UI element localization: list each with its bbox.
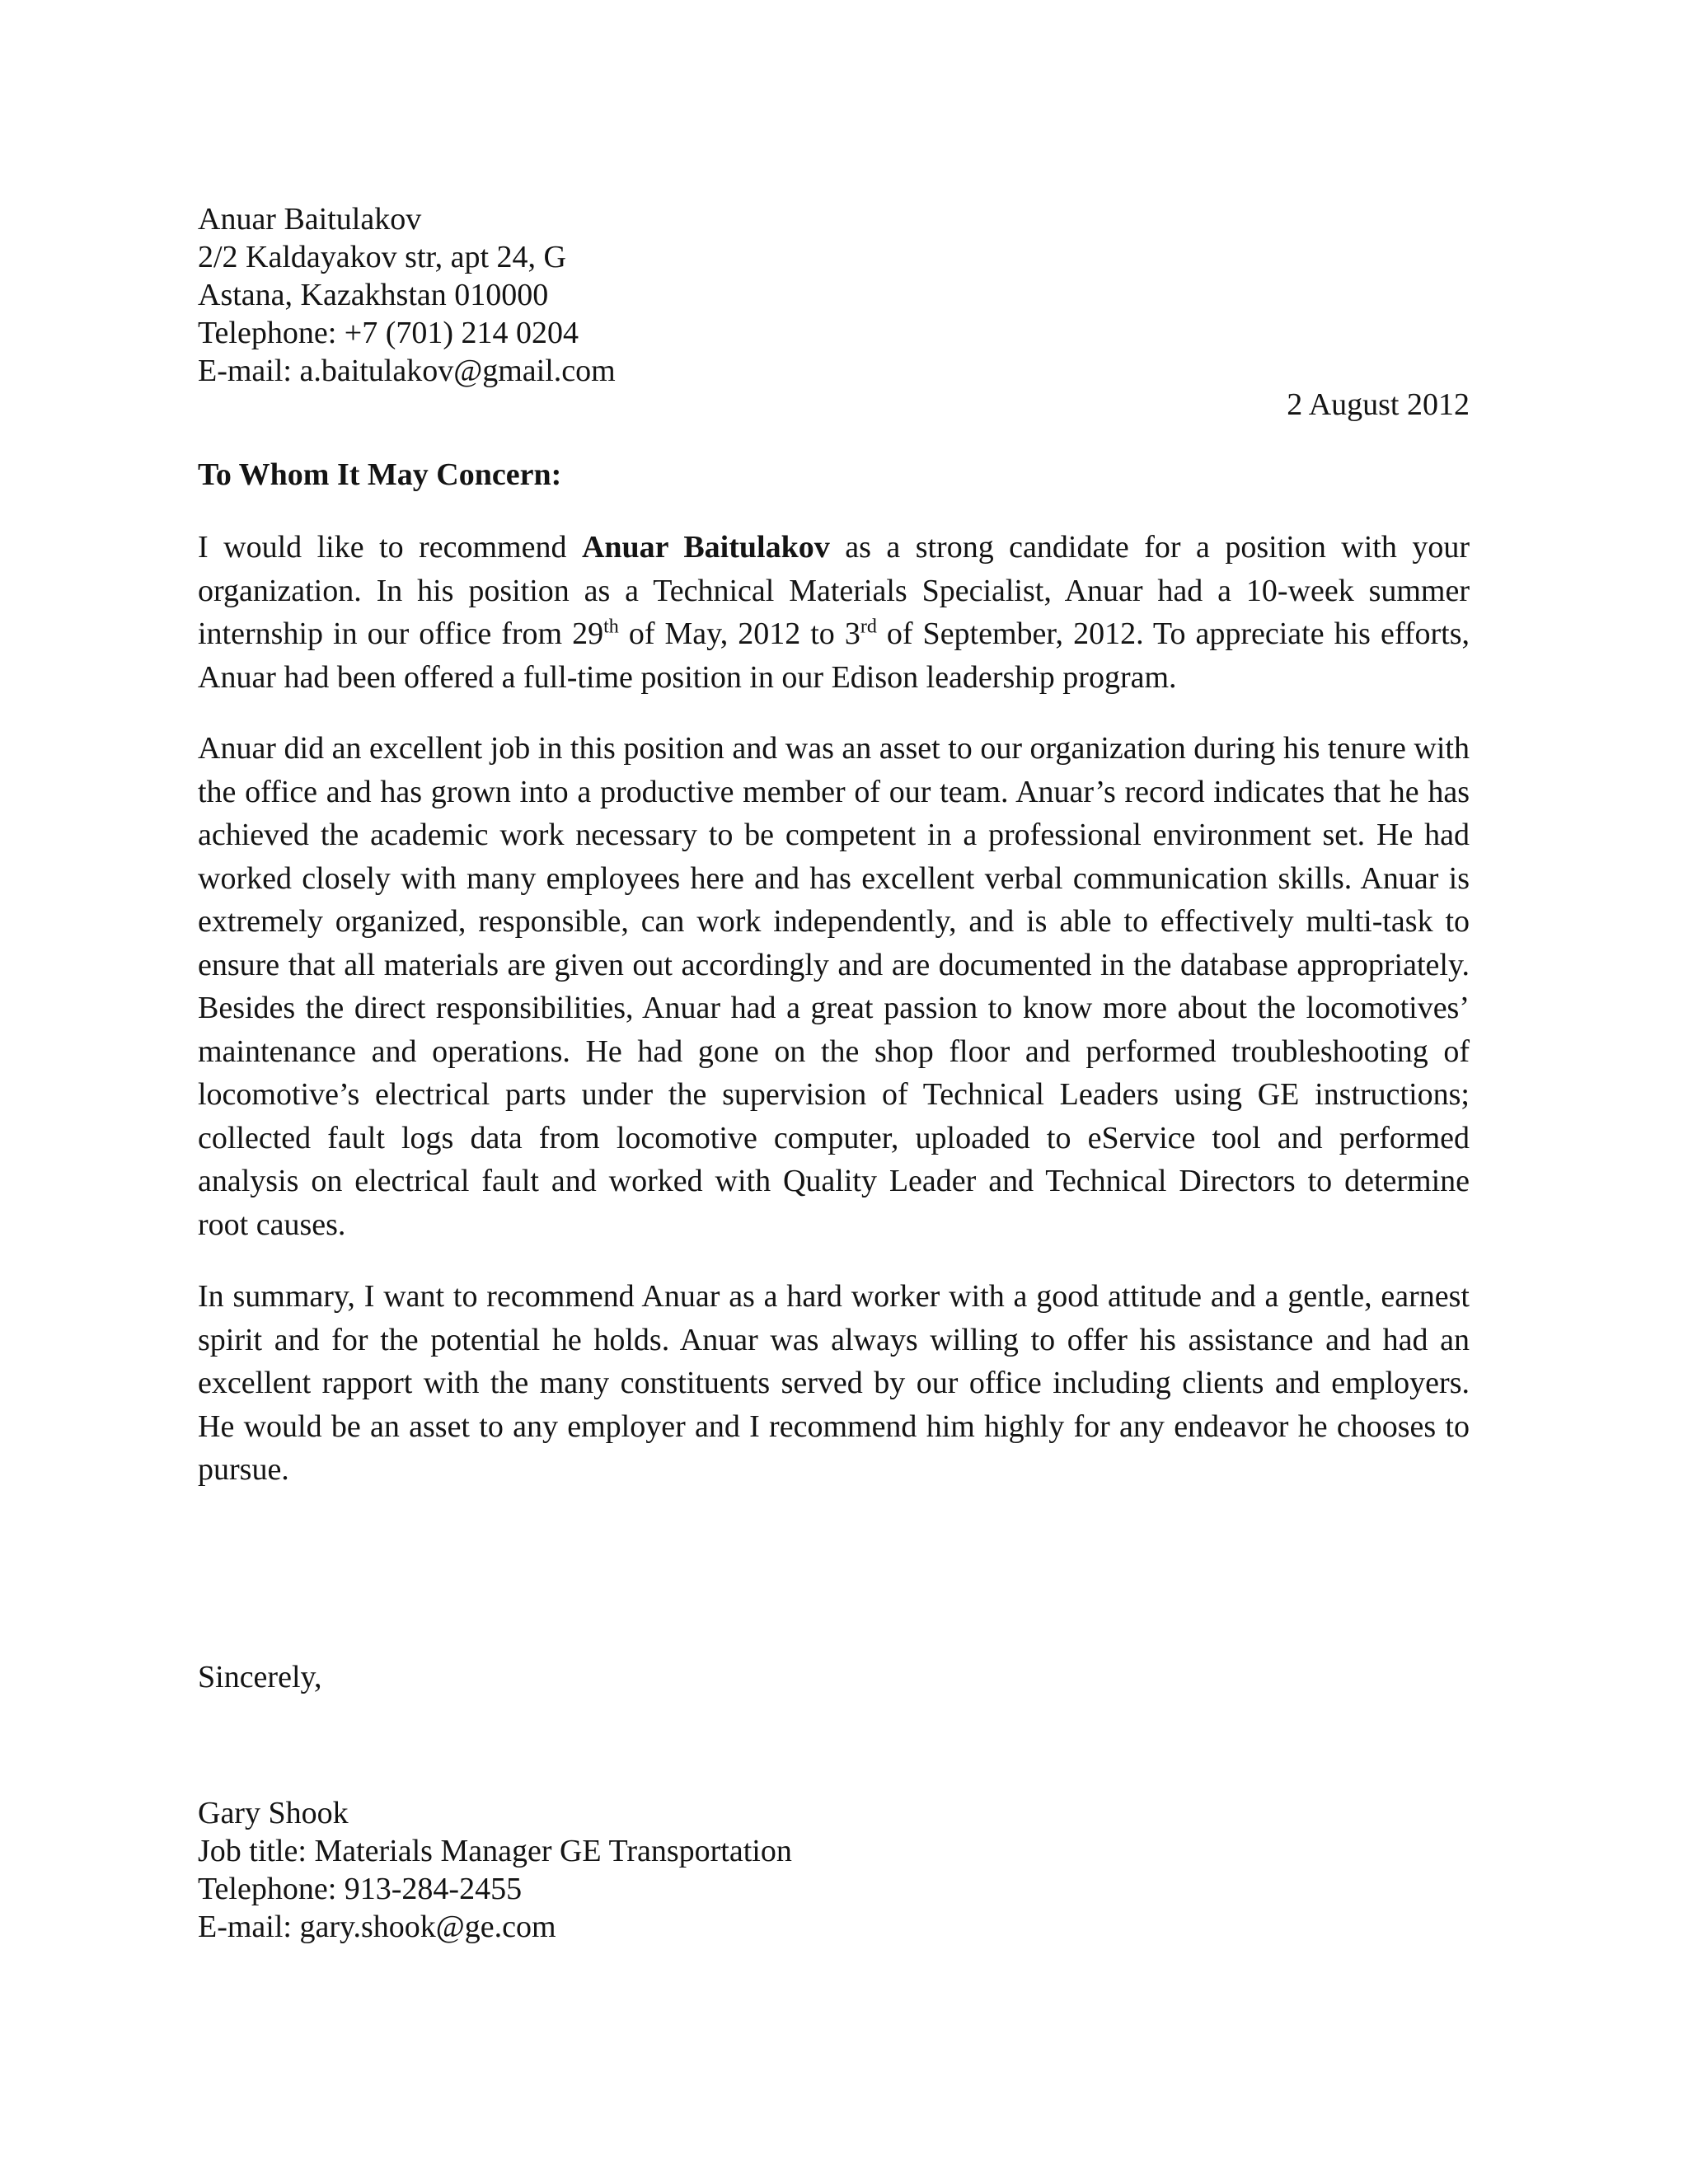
para1-text-2: as a strong candidate for a position with your organization. In his position as a Technical Materials Specialist, Anuar had a 10-week summer internship in our office from 29 — [198, 530, 1470, 651]
sender-address-line2: Astana, Kazakhstan 010000 — [198, 278, 549, 312]
salutation: To Whom It May Concern: — [198, 457, 562, 492]
sender-email: E-mail: a.baitulakov@gmail.com — [198, 354, 616, 388]
para1-text-3: of May, 2012 to 3 — [618, 616, 860, 651]
ordinal-suffix-th: th — [603, 616, 619, 638]
paragraph-introduction — [198, 526, 1470, 699]
signer-name: Gary Shook — [198, 1796, 349, 1830]
closing: Sincerely, — [198, 1660, 322, 1694]
sender-name: Anuar Baitulakov — [198, 202, 422, 237]
para1-text-1: I would like to recommend — [198, 530, 582, 565]
sender-address-line1: 2/2 Kaldayakov str, apt 24, G — [198, 240, 567, 274]
signer-job-title: Job title: Materials Manager GE Transportation — [198, 1834, 792, 1868]
candidate-name: Anuar Baitulakov — [581, 530, 830, 565]
para1-text-4: of September, 2012. To appreciate his efforts, Anuar had been offered a full-time position in our Edison leadership program. — [198, 616, 1470, 695]
signer-email: E-mail: gary.shook@ge.com — [198, 1910, 556, 1944]
sender-telephone: Telephone: +7 (701) 214 0204 — [198, 316, 579, 350]
signer-telephone: Telephone: 913-284-2455 — [198, 1872, 523, 1906]
signature-block — [198, 1794, 1187, 1946]
paragraph-summary: In summary, I want to recommend Anuar as a hard worker with a good attitude and a gentle, earnest spirit and for the potential he holds. Anuar was always willing to offer his assistance and had an excellent rapport with the many constituents served by our office including clients and employers. He would be an asset to any employer and I recommend him highly for any endeavor he chooses to pursue. — [198, 1279, 1470, 1487]
letter-date: 2 August 2012 — [1287, 387, 1470, 422]
paragraph-performance: Anuar did an excellent job in this position and was an asset to our organization during his tenure with the office and has grown into a productive member of our team. Anuar’s record indicates that he has achieved the academic work necessary to be competent in a professional environment set. He had worked closely with many employees here and has excellent verbal communication skills. Anuar is extremely organized, responsible, can work independently, and is able to effectively multi-task to ensure that all materials are given out accordingly and are documented in the database appropriately. Besides the direct responsibilities, Anuar had a great passion to know more about the locomotives’ maintenance and operations. He had gone on the shop floor and performed troubleshooting of locomotive’s electrical parts under the supervision of Technical Leaders using GE instructions; collected fault logs data from locomotive computer, uploaded to eService tool and performed analysis on electrical fault and worked with Quality Leader and Technical Directors to determine root causes. — [198, 731, 1470, 1242]
sender-block — [198, 200, 1187, 390]
ordinal-suffix-rd: rd — [860, 616, 877, 638]
